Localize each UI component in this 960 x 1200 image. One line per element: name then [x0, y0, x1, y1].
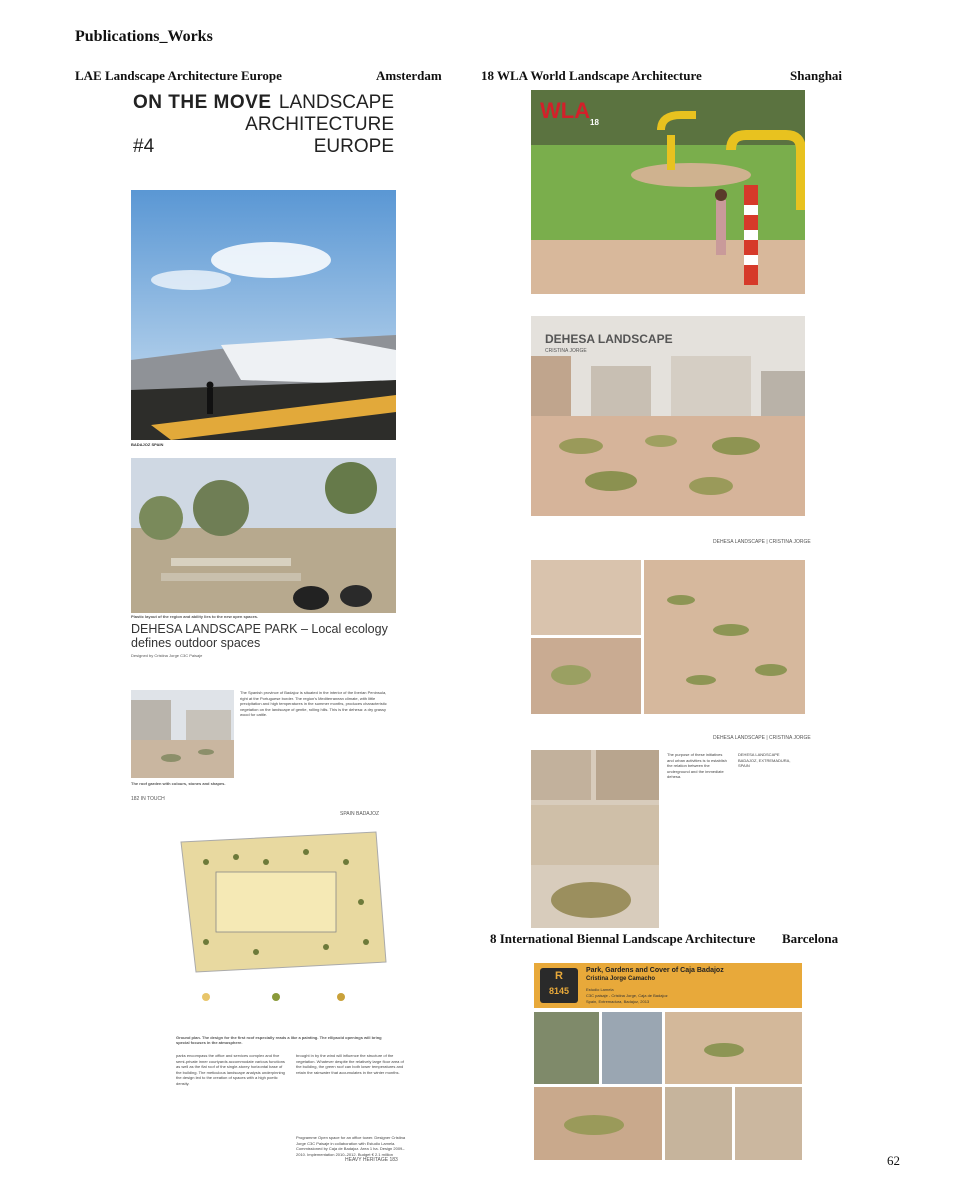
- cover-issue: #4: [133, 136, 155, 157]
- wla-running-head-1: DEHESA LANDSCAPE | CRISTINA JORGE: [713, 539, 811, 545]
- pub-biennal-city: Barcelona: [782, 931, 839, 946]
- plan-col-2: brought in by the wind will influence the structure of the vegetation. Whatever despite the relatively large floor area of the building, the green roof can both lower temperatures and retain the rainwater that accumulates in the winter months.: [296, 1053, 404, 1075]
- biennal-header-band: [534, 963, 802, 1008]
- article-title: [131, 622, 388, 650]
- page-number: 62: [887, 1153, 900, 1168]
- wla-spread-2: [531, 560, 805, 714]
- pub-lae-name: LAE Landscape Architecture Europe: [75, 68, 282, 83]
- plan-col-1: parks encompass the office and services complex and five semi-private inner courtyards accommodate various functions as well as the flat roof of the single-storey horizontal base of the building. The meticulous landscape analysis underpinning the design led to the creation of spaces with a high poetic density.: [176, 1053, 285, 1086]
- cover-right-title: [245, 92, 394, 158]
- wla-running-head-2: DEHESA LANDSCAPE | CRISTINA JORGE: [713, 735, 811, 741]
- wla-logo: WLA: [540, 98, 591, 123]
- pub-lae-city: Amsterdam: [376, 68, 442, 83]
- biennal-title-1: Park, Gardens and Cover of Caja Badajoz: [586, 967, 724, 974]
- lae-body-text: The Spanish province of Badajoz is situated in the interior of the Iberian Peninsula, right at the Portuguese border. The region's Mediterranean climate, with little precipitation and high temperatures in the summer months, produces characteristic vegetation on the landscape of gentle, rolling hills. This is the dehesa: a dry grassy wood for cattle.: [240, 690, 387, 717]
- page-left-label: 182 IN TOUCH: [131, 796, 165, 802]
- project-credits: Programme Open space for an office tower. Designer Cristina Jorge C3C Paisaje in collaboration with Estudio Lamela. Commissioned by Caja de Badajoz. Area 1 ha. Design 2009–2010. Implementation 2010–2012. Budget € 2.1 million: [296, 1135, 406, 1157]
- biennal-badge-number: 8145: [548, 986, 570, 996]
- cover-photo: [131, 190, 396, 440]
- page-title: Publications_Works: [75, 28, 213, 45]
- wla-spread-title: DEHESA LANDSCAPE: [545, 332, 673, 346]
- article-caption-1: Plastic layout of the region and ability lies to the new open spaces.: [131, 614, 259, 619]
- biennal-badge: [540, 968, 578, 1003]
- wla-spread-3-photo: [531, 750, 659, 928]
- biennal-badge-letter: R: [555, 970, 563, 982]
- article-title-line-1: DEHESA LANDSCAPE PARK – Local ecology: [131, 622, 388, 636]
- wla-credits: DEHESA LANDSCAPE BADAJOZ, EXTREMADURA, SPAIN: [738, 752, 791, 768]
- lae-article-photo: [131, 458, 396, 613]
- lae-small-photo: [131, 690, 234, 778]
- biennal-line-1: Estudio Lamela: [586, 987, 614, 992]
- article-title-line-2: defines outdoor spaces: [131, 636, 261, 650]
- wla-logo-number: 18: [590, 118, 599, 127]
- lae-cover: [131, 90, 396, 440]
- wla-body-text: The purpose of these initiatives and urban activities is to establish the relation between the underground and the immediate dehesa.: [667, 752, 727, 779]
- biennal-photo-grid: [534, 1010, 802, 1160]
- biennal-line-3: Spain, Extremadura, Badajoz, 2013: [586, 999, 650, 1004]
- article-caption-2: The roof garden with colours, stones and shapes.: [131, 781, 226, 786]
- wla-spread-photo: [531, 316, 805, 516]
- cover-right-line-3: EUROPE: [313, 136, 394, 157]
- wla-spread-author: CRISTINA JORGE: [545, 348, 587, 354]
- page-right-label: HEAVY HERITAGE 183: [345, 1157, 398, 1163]
- cover-location: BADAJOZ SPAIN: [131, 442, 164, 447]
- biennal-title-2: Cristina Jorge Camacho: [586, 976, 656, 982]
- pub-biennal-name: 8 International Biennal Landscape Architecture: [490, 931, 756, 946]
- pub-wla-name: 18 WLA World Landscape Architecture: [481, 68, 702, 83]
- plan-caption: Ground plan. The design for the first roof especially reads a like a painting. The ellipsoid openings will bring special focuses in the atmosphere.: [176, 1035, 382, 1045]
- cover-right-line-1: LANDSCAPE: [278, 92, 394, 113]
- pub-wla-city: Shanghai: [790, 68, 843, 83]
- plan-header: SPAIN BADAJOZ: [340, 811, 380, 817]
- biennal-line-2: C3C paisaje - Cristina Jorge, Caja de Badajoz: [586, 993, 668, 998]
- designed-by: Designed by Cristina Jorge C3C Paisaje: [131, 653, 203, 658]
- lae-site-plan: [176, 822, 402, 1022]
- cover-right-line-2: ARCHITECTURE: [245, 114, 394, 135]
- cover-left-title: ON THE MOVE: [133, 92, 272, 113]
